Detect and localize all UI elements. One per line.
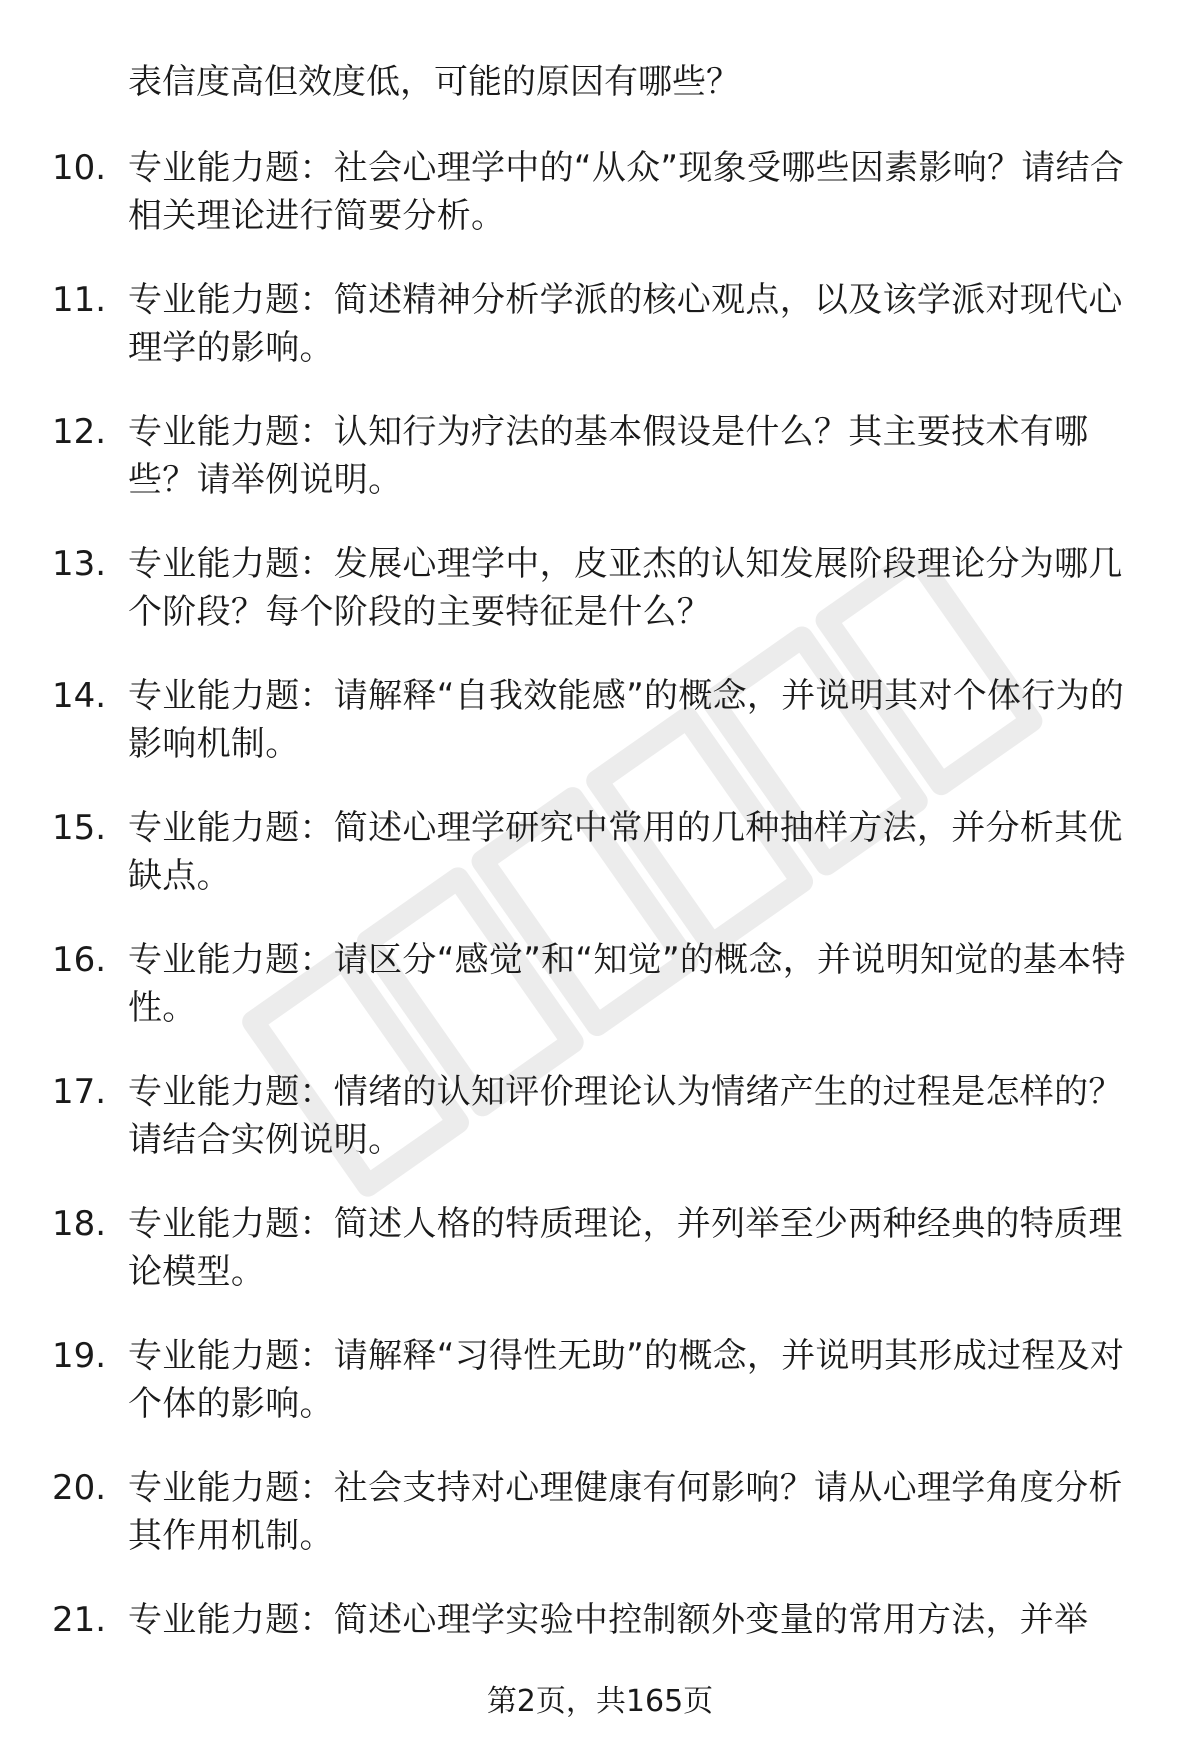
question-text: 专业能力题：发展心理学中，皮亚杰的认知发展阶段理论分为哪几个阶段？每个阶段的主要特征是什么？ <box>128 544 1123 632</box>
question-number: 15. <box>52 808 107 848</box>
question-item <box>0 1200 1200 1332</box>
question-number: 16. <box>52 940 107 980</box>
question-text: 专业能力题：简述心理学研究中常用的几种抽样方法，并分析其优缺点。 <box>128 808 1123 896</box>
question-number: 17. <box>52 1072 107 1112</box>
question-number: 14. <box>52 676 107 716</box>
question-item <box>0 144 1200 276</box>
continuation-text: 表信度高但效度低，可能的原因有哪些？ <box>128 62 740 102</box>
question-number: 10. <box>52 148 107 188</box>
question-number: 21. <box>52 1600 107 1640</box>
question-text: 专业能力题：简述精神分析学派的核心观点，以及该学派对现代心理学的影响。 <box>128 280 1123 368</box>
question-number: 13. <box>52 544 107 584</box>
question-item <box>0 540 1200 672</box>
question-number: 19. <box>52 1336 107 1376</box>
question-list <box>0 144 1200 1728</box>
page-footer: 第2页，共165页 <box>486 1684 714 1719</box>
question-text: 专业能力题：简述心理学实验中控制额外变量的常用方法，并举 <box>128 1600 1089 1640</box>
question-item <box>0 276 1200 408</box>
question-item <box>0 408 1200 540</box>
question-item <box>0 1332 1200 1464</box>
question-text: 专业能力题：简述人格的特质理论，并列举至少两种经典的特质理论模型。 <box>128 1204 1123 1292</box>
question-number: 11. <box>52 280 107 320</box>
question-number: 12. <box>52 412 107 452</box>
question-number: 18. <box>52 1204 107 1244</box>
question-text: 专业能力题：请解释“习得性无助”的概念，并说明其形成过程及对个体的影响。 <box>128 1336 1125 1424</box>
question-text: 专业能力题：认知行为疗法的基本假设是什么？其主要技术有哪些？请举例说明。 <box>128 412 1089 500</box>
question-text: 专业能力题：请区分“感觉”和“知觉”的概念，并说明知觉的基本特性。 <box>128 940 1126 1028</box>
question-item <box>0 1068 1200 1200</box>
question-item <box>0 1464 1200 1596</box>
question-number: 20. <box>52 1468 107 1508</box>
question-text: 专业能力题：社会心理学中的“从众”现象受哪些因素影响？请结合相关理论进行简要分析。 <box>128 148 1125 236</box>
question-item <box>0 936 1200 1068</box>
question-text: 专业能力题：请解释“自我效能感”的概念，并说明其对个体行为的影响机制。 <box>128 676 1125 764</box>
question-text: 专业能力题：情绪的认知评价理论认为情绪产生的过程是怎样的？请结合实例说明。 <box>128 1072 1123 1160</box>
question-text: 专业能力题：社会支持对心理健康有何影响？请从心理学角度分析其作用机制。 <box>128 1468 1123 1556</box>
question-item <box>0 804 1200 936</box>
question-item <box>0 672 1200 804</box>
